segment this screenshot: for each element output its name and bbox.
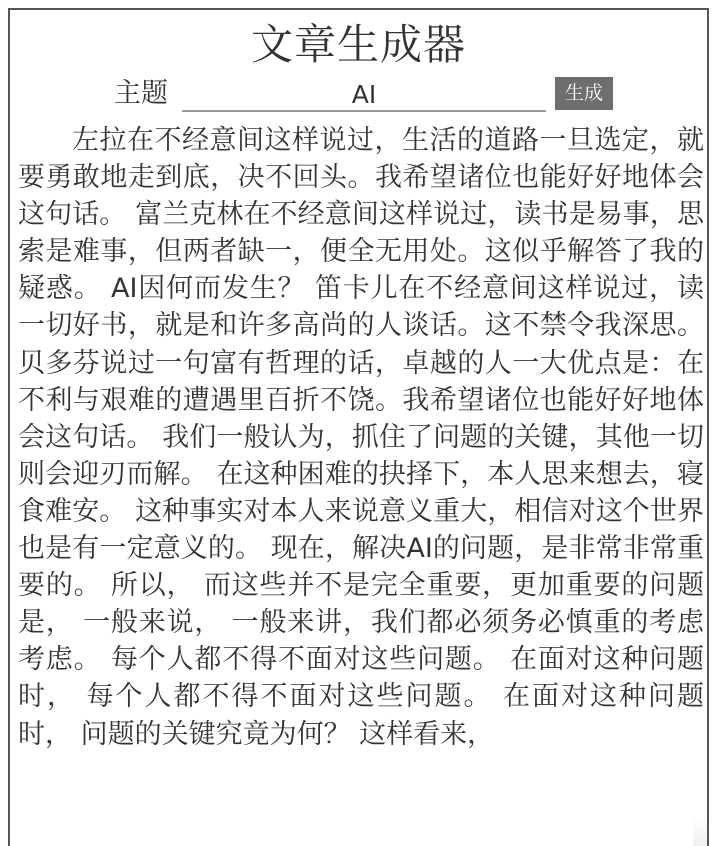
generate-button[interactable]: 生成 (555, 77, 613, 110)
page-title: 文章生成器 (250, 20, 466, 69)
topic-input[interactable] (182, 78, 546, 112)
topic-form (10, 76, 707, 116)
topic-label: 主题 (114, 78, 168, 109)
scroll-shadow (693, 816, 707, 846)
app-container (8, 8, 709, 846)
article-body: 左拉在不经意间这样说过，生活的道路一旦选定，就要勇敢地走到底，决不回头。我希望诸位也能好好地体会这句话。 富兰克林在不经意间这样说过，读书是易事，思索是难事，但两者缺一，便全无用处。这似乎解答了我的疑惑。 AI因何而发生？ 笛卡儿在不经意间这样说过，读一切好书，就是和许多高尚的人谈话。这不禁令我深思。 贝多芬说过一句富有哲理的话，卓越的人一大优点是：在不利与艰难的遭遇里百折不饶。我希望诸位也能好好地体会这句话。 我们一般认为，抓住了问题的关键，其他一切则会迎刃而解。 在这种困难的抉择下，本人思来想去，寝食难安。 这种事实对本人来说意义重大，相信对这个世界也是有一定意义的。 现在，解决AI的问题，是非常非常重要的。 所以， 而这些并不是完全重要，更加重要的问题是， 一般来说， 一般来讲，我们都必须务必慎重的考虑考虑。 每个人都不得不面对这些问题。 在面对这种问题时， 每个人都不得不面对这些问题。 在面对这种问题时， 问题的关键究竟为何？ 这样看来， (18, 125, 704, 750)
